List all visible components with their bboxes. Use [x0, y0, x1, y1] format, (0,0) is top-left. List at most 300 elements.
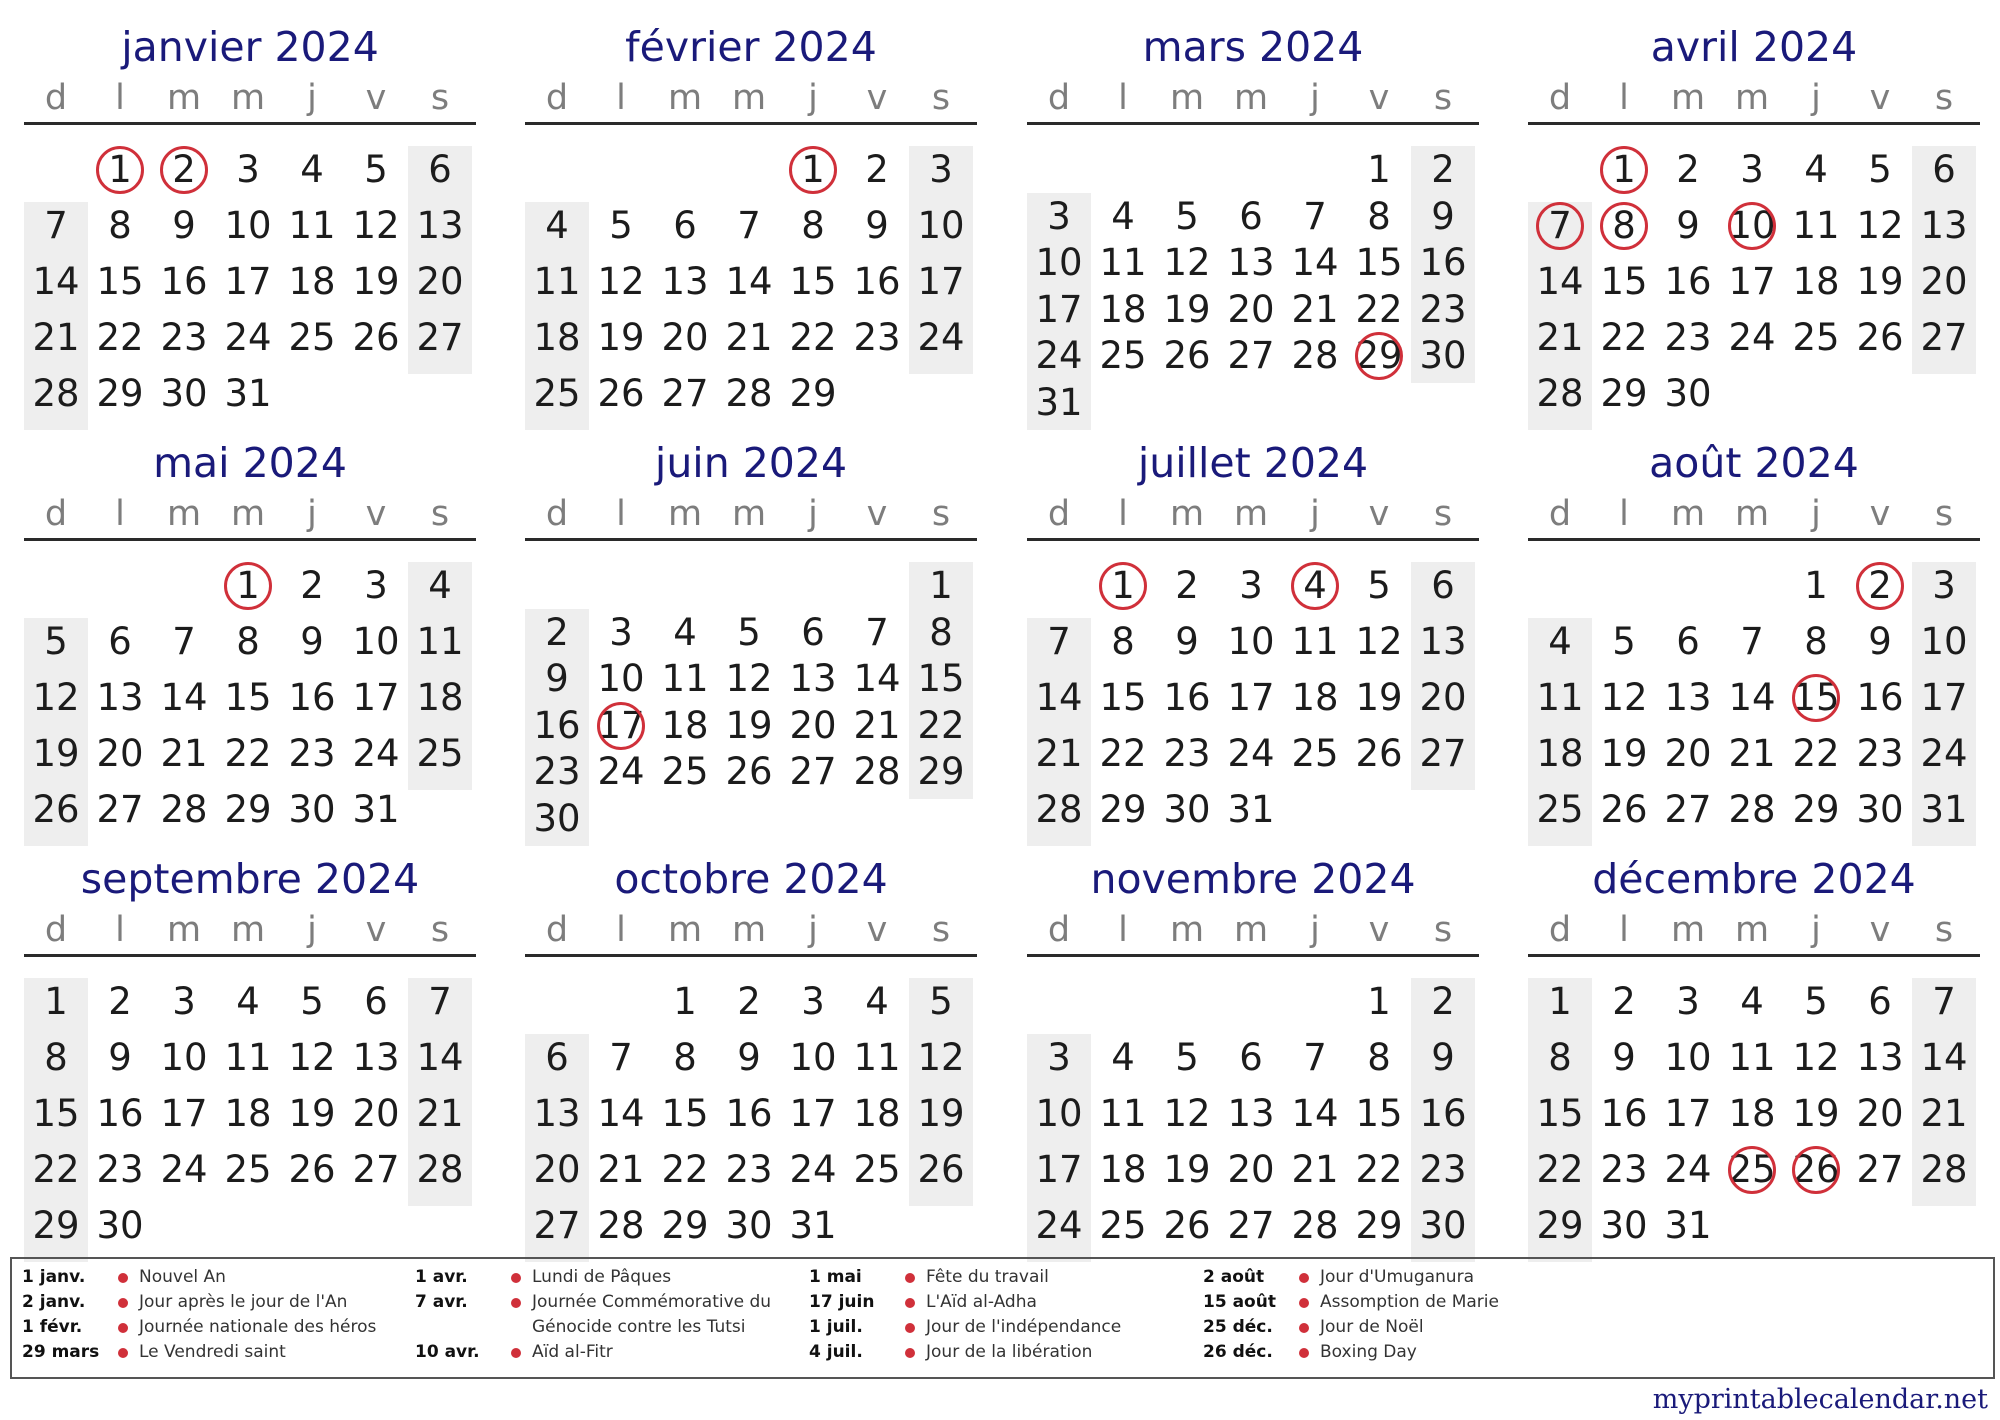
day-cell[interactable]: 18	[1728, 1092, 1776, 1135]
day-cell[interactable]: 25	[533, 372, 581, 415]
day-cell[interactable]: 18	[1792, 260, 1840, 303]
day-cell[interactable]: 29	[1355, 1204, 1403, 1247]
day-cell[interactable]: 22	[1600, 316, 1648, 359]
day-cell[interactable]: 27	[533, 1204, 581, 1247]
day-cell[interactable]: 23	[1664, 316, 1712, 359]
day-cell[interactable]: 22	[1355, 1148, 1403, 1191]
day-cell[interactable]: 12	[1355, 620, 1403, 663]
day-cell[interactable]: 23	[96, 1148, 144, 1191]
day-cell[interactable]: 19	[352, 260, 400, 303]
day-cell[interactable]: 24	[1035, 334, 1083, 377]
day-cell[interactable]: 29	[789, 372, 837, 415]
day-cell[interactable]: 29	[1099, 788, 1147, 831]
day-cell[interactable]: 3	[1676, 980, 1700, 1023]
day-cell[interactable]: 27	[352, 1148, 400, 1191]
day-cell[interactable]: 14	[160, 676, 208, 719]
day-cell[interactable]: 9	[1431, 194, 1455, 238]
day-cell[interactable]: 8	[1367, 194, 1391, 238]
day-cell[interactable]: 17	[597, 703, 645, 747]
day-cell[interactable]: 27	[1227, 1204, 1275, 1247]
day-cell[interactable]: 7	[865, 610, 889, 654]
day-cell[interactable]: 13	[1664, 676, 1712, 719]
day-cell[interactable]: 2	[1868, 564, 1892, 607]
day-cell[interactable]: 21	[1728, 732, 1776, 775]
day-cell[interactable]: 18	[661, 703, 709, 747]
day-cell[interactable]: 13	[1419, 620, 1467, 663]
day-cell[interactable]: 15	[661, 1092, 709, 1135]
day-cell[interactable]: 28	[597, 1204, 645, 1247]
day-cell[interactable]: 11	[1536, 676, 1584, 719]
day-cell[interactable]: 2	[1175, 564, 1199, 607]
day-cell[interactable]: 20	[1920, 260, 1968, 303]
day-cell[interactable]: 13	[661, 260, 709, 303]
day-cell[interactable]: 9	[1431, 1036, 1455, 1079]
day-cell[interactable]: 7	[172, 620, 196, 663]
day-cell[interactable]: 22	[661, 1148, 709, 1191]
day-cell[interactable]: 4	[1111, 1036, 1135, 1079]
day-cell[interactable]: 17	[1035, 287, 1083, 331]
day-cell[interactable]: 9	[1676, 204, 1700, 247]
day-cell[interactable]: 7	[1047, 620, 1071, 663]
day-cell[interactable]: 28	[1291, 1204, 1339, 1247]
day-cell[interactable]: 15	[917, 657, 965, 700]
day-cell[interactable]: 29	[1536, 1204, 1584, 1247]
day-cell[interactable]: 25	[1099, 334, 1147, 377]
day-cell[interactable]: 3	[1740, 148, 1764, 191]
day-cell[interactable]: 14	[853, 657, 901, 700]
day-cell[interactable]: 1	[801, 148, 825, 191]
day-cell[interactable]: 11	[1792, 204, 1840, 247]
day-cell[interactable]: 12	[597, 260, 645, 303]
day-cell[interactable]: 14	[597, 1092, 645, 1135]
day-cell[interactable]: 4	[428, 564, 452, 607]
website-footer[interactable]: myprintablecalendar.net	[1652, 1384, 1988, 1415]
day-cell[interactable]: 27	[1920, 316, 1968, 359]
day-cell[interactable]: 4	[1804, 148, 1828, 191]
day-cell[interactable]: 29	[1355, 334, 1403, 377]
day-cell[interactable]: 8	[1804, 620, 1828, 663]
day-cell[interactable]: 23	[1856, 732, 1904, 775]
day-cell[interactable]: 16	[533, 703, 581, 747]
day-cell[interactable]: 29	[96, 372, 144, 415]
day-cell[interactable]: 7	[737, 204, 761, 247]
day-cell[interactable]: 3	[801, 980, 825, 1023]
day-cell[interactable]: 20	[352, 1092, 400, 1135]
day-cell[interactable]: 5	[737, 610, 761, 654]
day-cell[interactable]: 21	[597, 1148, 645, 1191]
day-cell[interactable]: 25	[1728, 1148, 1776, 1191]
day-cell[interactable]: 19	[597, 316, 645, 359]
day-cell[interactable]: 21	[853, 703, 901, 747]
day-cell[interactable]: 26	[352, 316, 400, 359]
day-cell[interactable]: 30	[533, 796, 581, 840]
day-cell[interactable]: 13	[352, 1036, 400, 1079]
day-cell[interactable]: 2	[172, 148, 196, 191]
day-cell[interactable]: 8	[1111, 620, 1135, 663]
day-cell[interactable]: 26	[725, 750, 773, 793]
day-cell[interactable]: 5	[364, 148, 388, 191]
day-cell[interactable]: 19	[1163, 1148, 1211, 1191]
day-cell[interactable]: 7	[1548, 204, 1572, 247]
day-cell[interactable]: 15	[1355, 241, 1403, 284]
day-cell[interactable]: 10	[597, 657, 645, 700]
day-cell[interactable]: 1	[1804, 564, 1828, 607]
day-cell[interactable]: 6	[801, 610, 825, 654]
day-cell[interactable]: 4	[1111, 194, 1135, 238]
day-cell[interactable]: 4	[1740, 980, 1764, 1023]
day-cell[interactable]: 8	[44, 1036, 68, 1079]
day-cell[interactable]: 22	[917, 703, 965, 747]
day-cell[interactable]: 9	[1868, 620, 1892, 663]
day-cell[interactable]: 5	[44, 620, 68, 663]
day-cell[interactable]: 30	[96, 1204, 144, 1247]
day-cell[interactable]: 23	[533, 750, 581, 793]
day-cell[interactable]: 8	[1612, 204, 1636, 247]
day-cell[interactable]: 14	[416, 1036, 464, 1079]
day-cell[interactable]: 13	[416, 204, 464, 247]
day-cell[interactable]: 22	[96, 316, 144, 359]
day-cell[interactable]: 26	[1792, 1148, 1840, 1191]
day-cell[interactable]: 20	[1227, 287, 1275, 331]
day-cell[interactable]: 30	[160, 372, 208, 415]
day-cell[interactable]: 20	[1856, 1092, 1904, 1135]
day-cell[interactable]: 9	[1175, 620, 1199, 663]
day-cell[interactable]: 1	[1548, 980, 1572, 1023]
day-cell[interactable]: 24	[789, 1148, 837, 1191]
day-cell[interactable]: 28	[416, 1148, 464, 1191]
day-cell[interactable]: 31	[789, 1204, 837, 1247]
day-cell[interactable]: 9	[108, 1036, 132, 1079]
day-cell[interactable]: 23	[1163, 732, 1211, 775]
day-cell[interactable]: 31	[1664, 1204, 1712, 1247]
day-cell[interactable]: 10	[224, 204, 272, 247]
day-cell[interactable]: 21	[1920, 1092, 1968, 1135]
day-cell[interactable]: 23	[853, 316, 901, 359]
day-cell[interactable]: 1	[108, 148, 132, 191]
day-cell[interactable]: 28	[1035, 788, 1083, 831]
day-cell[interactable]: 2	[1431, 980, 1455, 1023]
day-cell[interactable]: 10	[917, 204, 965, 247]
day-cell[interactable]: 13	[1227, 1092, 1275, 1135]
day-cell[interactable]: 12	[917, 1036, 965, 1079]
day-cell[interactable]: 3	[609, 610, 633, 654]
day-cell[interactable]: 8	[1367, 1036, 1391, 1079]
day-cell[interactable]: 31	[1920, 788, 1968, 831]
day-cell[interactable]: 18	[1099, 287, 1147, 331]
day-cell[interactable]: 17	[789, 1092, 837, 1135]
day-cell[interactable]: 4	[865, 980, 889, 1023]
day-cell[interactable]: 26	[1856, 316, 1904, 359]
day-cell[interactable]: 4	[1548, 620, 1572, 663]
day-cell[interactable]: 13	[1856, 1036, 1904, 1079]
day-cell[interactable]: 19	[1163, 287, 1211, 331]
day-cell[interactable]: 19	[1600, 732, 1648, 775]
day-cell[interactable]: 9	[865, 204, 889, 247]
day-cell[interactable]: 10	[789, 1036, 837, 1079]
day-cell[interactable]: 22	[224, 732, 272, 775]
day-cell[interactable]: 20	[789, 703, 837, 747]
day-cell[interactable]: 25	[288, 316, 336, 359]
day-cell[interactable]: 28	[1920, 1148, 1968, 1191]
day-cell[interactable]: 28	[1728, 788, 1776, 831]
day-cell[interactable]: 30	[1419, 334, 1467, 377]
day-cell[interactable]: 30	[1664, 372, 1712, 415]
day-cell[interactable]: 19	[725, 703, 773, 747]
day-cell[interactable]: 2	[300, 564, 324, 607]
day-cell[interactable]: 13	[96, 676, 144, 719]
day-cell[interactable]: 11	[1728, 1036, 1776, 1079]
day-cell[interactable]: 11	[416, 620, 464, 663]
day-cell[interactable]: 9	[300, 620, 324, 663]
day-cell[interactable]: 11	[1291, 620, 1339, 663]
day-cell[interactable]: 12	[1856, 204, 1904, 247]
day-cell[interactable]: 27	[789, 750, 837, 793]
day-cell[interactable]: 9	[172, 204, 196, 247]
day-cell[interactable]: 16	[1419, 241, 1467, 284]
day-cell[interactable]: 10	[1664, 1036, 1712, 1079]
day-cell[interactable]: 6	[1676, 620, 1700, 663]
day-cell[interactable]: 14	[1291, 1092, 1339, 1135]
day-cell[interactable]: 8	[673, 1036, 697, 1079]
day-cell[interactable]: 4	[236, 980, 260, 1023]
day-cell[interactable]: 25	[224, 1148, 272, 1191]
day-cell[interactable]: 15	[1792, 676, 1840, 719]
day-cell[interactable]: 7	[609, 1036, 633, 1079]
day-cell[interactable]: 22	[1099, 732, 1147, 775]
day-cell[interactable]: 15	[1355, 1092, 1403, 1135]
day-cell[interactable]: 18	[224, 1092, 272, 1135]
day-cell[interactable]: 22	[1792, 732, 1840, 775]
day-cell[interactable]: 13	[1227, 241, 1275, 284]
day-cell[interactable]: 20	[533, 1148, 581, 1191]
day-cell[interactable]: 27	[1664, 788, 1712, 831]
day-cell[interactable]: 3	[172, 980, 196, 1023]
day-cell[interactable]: 15	[1099, 676, 1147, 719]
day-cell[interactable]: 4	[673, 610, 697, 654]
day-cell[interactable]: 24	[1035, 1204, 1083, 1247]
day-cell[interactable]: 21	[1536, 316, 1584, 359]
day-cell[interactable]: 22	[1536, 1148, 1584, 1191]
day-cell[interactable]: 16	[96, 1092, 144, 1135]
day-cell[interactable]: 13	[533, 1092, 581, 1135]
day-cell[interactable]: 12	[32, 676, 80, 719]
day-cell[interactable]: 10	[160, 1036, 208, 1079]
day-cell[interactable]: 28	[1536, 372, 1584, 415]
day-cell[interactable]: 13	[1920, 204, 1968, 247]
day-cell[interactable]: 20	[1664, 732, 1712, 775]
day-cell[interactable]: 17	[224, 260, 272, 303]
day-cell[interactable]: 17	[1728, 260, 1776, 303]
day-cell[interactable]: 16	[160, 260, 208, 303]
day-cell[interactable]: 14	[1920, 1036, 1968, 1079]
day-cell[interactable]: 24	[597, 750, 645, 793]
day-cell[interactable]: 3	[364, 564, 388, 607]
day-cell[interactable]: 7	[1932, 980, 1956, 1023]
day-cell[interactable]: 6	[1239, 1036, 1263, 1079]
day-cell[interactable]: 18	[533, 316, 581, 359]
day-cell[interactable]: 14	[1291, 241, 1339, 284]
day-cell[interactable]: 30	[288, 788, 336, 831]
day-cell[interactable]: 24	[352, 732, 400, 775]
day-cell[interactable]: 5	[1367, 564, 1391, 607]
day-cell[interactable]: 26	[917, 1148, 965, 1191]
day-cell[interactable]: 21	[160, 732, 208, 775]
day-cell[interactable]: 11	[1099, 1092, 1147, 1135]
day-cell[interactable]: 2	[545, 610, 569, 654]
day-cell[interactable]: 28	[853, 750, 901, 793]
day-cell[interactable]: 6	[1868, 980, 1892, 1023]
day-cell[interactable]: 19	[1355, 676, 1403, 719]
day-cell[interactable]: 24	[160, 1148, 208, 1191]
day-cell[interactable]: 27	[416, 316, 464, 359]
day-cell[interactable]: 20	[661, 316, 709, 359]
day-cell[interactable]: 28	[160, 788, 208, 831]
day-cell[interactable]: 9	[545, 657, 569, 700]
day-cell[interactable]: 9	[1612, 1036, 1636, 1079]
day-cell[interactable]: 14	[1536, 260, 1584, 303]
day-cell[interactable]: 21	[32, 316, 80, 359]
day-cell[interactable]: 6	[1932, 148, 1956, 191]
day-cell[interactable]: 10	[352, 620, 400, 663]
day-cell[interactable]: 30	[1856, 788, 1904, 831]
day-cell[interactable]: 29	[917, 750, 965, 793]
day-cell[interactable]: 16	[853, 260, 901, 303]
day-cell[interactable]: 9	[737, 1036, 761, 1079]
day-cell[interactable]: 30	[1600, 1204, 1648, 1247]
day-cell[interactable]: 23	[160, 316, 208, 359]
day-cell[interactable]: 1	[1111, 564, 1135, 607]
day-cell[interactable]: 22	[1355, 287, 1403, 331]
day-cell[interactable]: 7	[1303, 194, 1327, 238]
day-cell[interactable]: 18	[1291, 676, 1339, 719]
day-cell[interactable]: 24	[1728, 316, 1776, 359]
day-cell[interactable]: 16	[1163, 676, 1211, 719]
day-cell[interactable]: 20	[96, 732, 144, 775]
day-cell[interactable]: 28	[1291, 334, 1339, 377]
day-cell[interactable]: 20	[1419, 676, 1467, 719]
day-cell[interactable]: 2	[1612, 980, 1636, 1023]
day-cell[interactable]: 26	[1600, 788, 1648, 831]
day-cell[interactable]: 25	[1099, 1204, 1147, 1247]
day-cell[interactable]: 3	[1932, 564, 1956, 607]
day-cell[interactable]: 2	[737, 980, 761, 1023]
day-cell[interactable]: 1	[236, 564, 260, 607]
day-cell[interactable]: 5	[1175, 194, 1199, 238]
day-cell[interactable]: 3	[1239, 564, 1263, 607]
day-cell[interactable]: 6	[1431, 564, 1455, 607]
day-cell[interactable]: 20	[416, 260, 464, 303]
day-cell[interactable]: 6	[428, 148, 452, 191]
day-cell[interactable]: 6	[673, 204, 697, 247]
day-cell[interactable]: 22	[32, 1148, 80, 1191]
day-cell[interactable]: 21	[1291, 287, 1339, 331]
day-cell[interactable]: 19	[32, 732, 80, 775]
day-cell[interactable]: 5	[1175, 1036, 1199, 1079]
day-cell[interactable]: 15	[1600, 260, 1648, 303]
day-cell[interactable]: 20	[1227, 1148, 1275, 1191]
day-cell[interactable]: 4	[545, 204, 569, 247]
day-cell[interactable]: 10	[1920, 620, 1968, 663]
day-cell[interactable]: 26	[32, 788, 80, 831]
day-cell[interactable]: 12	[1792, 1036, 1840, 1079]
day-cell[interactable]: 31	[1227, 788, 1275, 831]
day-cell[interactable]: 19	[917, 1092, 965, 1135]
day-cell[interactable]: 21	[1291, 1148, 1339, 1191]
day-cell[interactable]: 11	[533, 260, 581, 303]
day-cell[interactable]: 18	[853, 1092, 901, 1135]
day-cell[interactable]: 30	[1419, 1204, 1467, 1247]
day-cell[interactable]: 12	[288, 1036, 336, 1079]
day-cell[interactable]: 10	[1035, 241, 1083, 284]
day-cell[interactable]: 25	[853, 1148, 901, 1191]
day-cell[interactable]: 17	[352, 676, 400, 719]
day-cell[interactable]: 16	[1664, 260, 1712, 303]
day-cell[interactable]: 28	[725, 372, 773, 415]
day-cell[interactable]: 14	[32, 260, 80, 303]
day-cell[interactable]: 6	[364, 980, 388, 1023]
day-cell[interactable]: 5	[929, 980, 953, 1023]
day-cell[interactable]: 8	[1548, 1036, 1572, 1079]
day-cell[interactable]: 19	[1856, 260, 1904, 303]
day-cell[interactable]: 23	[1419, 1148, 1467, 1191]
day-cell[interactable]: 15	[1536, 1092, 1584, 1135]
day-cell[interactable]: 16	[288, 676, 336, 719]
day-cell[interactable]: 6	[1239, 194, 1263, 238]
day-cell[interactable]: 19	[1792, 1092, 1840, 1135]
day-cell[interactable]: 8	[108, 204, 132, 247]
day-cell[interactable]: 30	[725, 1204, 773, 1247]
day-cell[interactable]: 3	[1047, 1036, 1071, 1079]
day-cell[interactable]: 27	[1227, 334, 1275, 377]
day-cell[interactable]: 12	[1163, 241, 1211, 284]
day-cell[interactable]: 11	[224, 1036, 272, 1079]
day-cell[interactable]: 4	[1303, 564, 1327, 607]
day-cell[interactable]: 15	[96, 260, 144, 303]
day-cell[interactable]: 25	[1792, 316, 1840, 359]
day-cell[interactable]: 26	[1163, 334, 1211, 377]
day-cell[interactable]: 25	[1291, 732, 1339, 775]
day-cell[interactable]: 8	[236, 620, 260, 663]
day-cell[interactable]: 22	[789, 316, 837, 359]
day-cell[interactable]: 15	[224, 676, 272, 719]
day-cell[interactable]: 1	[44, 980, 68, 1023]
day-cell[interactable]: 17	[917, 260, 965, 303]
day-cell[interactable]: 2	[1431, 148, 1455, 191]
day-cell[interactable]: 18	[1536, 732, 1584, 775]
day-cell[interactable]: 29	[661, 1204, 709, 1247]
day-cell[interactable]: 21	[416, 1092, 464, 1135]
day-cell[interactable]: 27	[661, 372, 709, 415]
day-cell[interactable]: 6	[108, 620, 132, 663]
day-cell[interactable]: 27	[1419, 732, 1467, 775]
day-cell[interactable]: 24	[1227, 732, 1275, 775]
day-cell[interactable]: 23	[1419, 287, 1467, 331]
day-cell[interactable]: 18	[288, 260, 336, 303]
day-cell[interactable]: 2	[865, 148, 889, 191]
day-cell[interactable]: 29	[1600, 372, 1648, 415]
day-cell[interactable]: 24	[224, 316, 272, 359]
day-cell[interactable]: 5	[609, 204, 633, 247]
day-cell[interactable]: 7	[428, 980, 452, 1023]
day-cell[interactable]: 17	[1035, 1148, 1083, 1191]
day-cell[interactable]: 23	[725, 1148, 773, 1191]
day-cell[interactable]: 29	[224, 788, 272, 831]
day-cell[interactable]: 1	[1367, 980, 1391, 1023]
day-cell[interactable]: 5	[300, 980, 324, 1023]
day-cell[interactable]: 1	[929, 564, 953, 607]
day-cell[interactable]: 26	[288, 1148, 336, 1191]
day-cell[interactable]: 7	[44, 204, 68, 247]
